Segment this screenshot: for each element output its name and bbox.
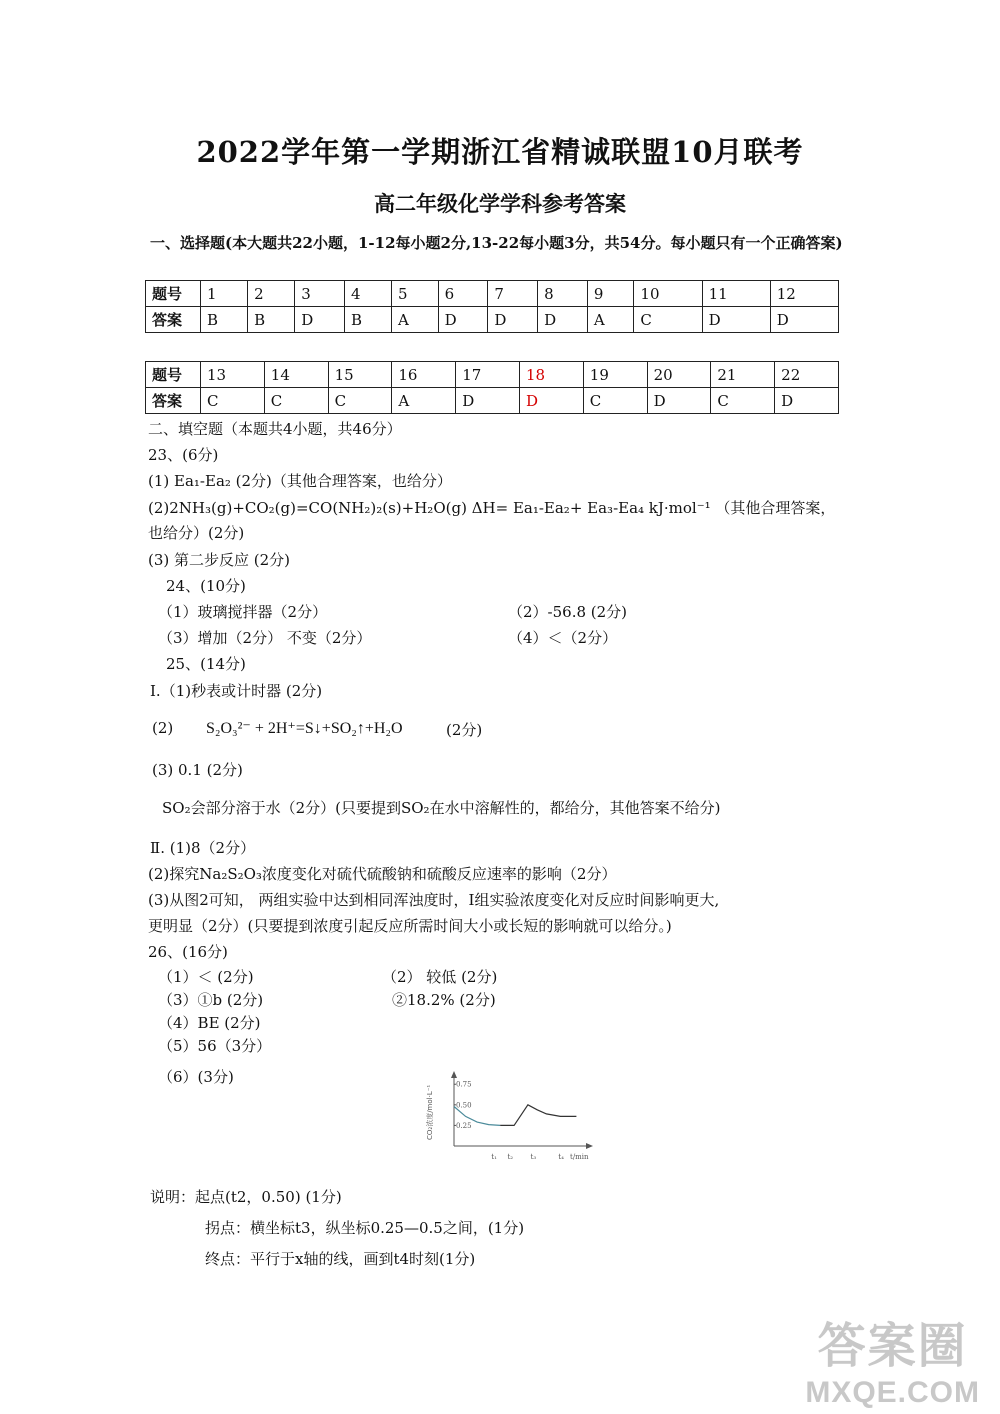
q23-label: 23、(6分) xyxy=(148,446,219,464)
series-line-answer-curve xyxy=(500,1105,576,1126)
q25-part1-line4: SO₂会部分溶于水（2分）(只要提到SO₂在水中溶解性的，都给分，其他答案不给分) xyxy=(162,799,721,817)
q26-answer1: （1）＜ (2分) xyxy=(158,968,254,986)
table-cell: A xyxy=(392,307,439,333)
table-cell: C xyxy=(328,388,392,414)
q24-answer4: （4）＜（2分） xyxy=(508,629,618,647)
watermark-text: 答案圈 xyxy=(817,1320,968,1373)
q26-answer4: （4）BE (2分) xyxy=(158,1014,261,1032)
y-tick-label: 0.25 xyxy=(456,1121,472,1130)
q23-line2: (2)2NH₃(g)+CO₂(g)=CO(NH₂)₂(s)+H₂O(g) ΔH= Ea₁-Ea₂+ Ea₃-Ea₄ kJ·mol⁻¹ （其他合理答案， xyxy=(148,499,836,517)
table-cell: B xyxy=(201,307,248,333)
q25-part2-line1: Ⅱ. (1)8（2分） xyxy=(150,839,256,857)
co2-concentration-chart xyxy=(418,1068,598,1166)
q25-part2-line2: (2)探究Na₂S₂O₃浓度变化对硫代硫酸钠和硫酸反应速率的影响（2分） xyxy=(148,865,617,883)
table-cell: C xyxy=(583,388,647,414)
table-cell: D xyxy=(647,388,711,414)
q25-part1-line1: Ⅰ.（1)秒表或计时器 (2分) xyxy=(150,682,323,700)
x-axis-arrow xyxy=(586,1143,593,1149)
table-cell: 12 xyxy=(770,281,838,307)
q23-line1: (1) Ea₁-Ea₂ (2分)（其他合理答案，也给分） xyxy=(148,472,452,490)
q26-answer5: （5）56（3分） xyxy=(158,1037,272,1055)
table-cell: D xyxy=(488,307,538,333)
q26-answer2: （2） 较低 (2分) xyxy=(382,968,498,986)
table-cell: 14 xyxy=(264,362,328,388)
table-cell: 11 xyxy=(702,281,770,307)
table-cell: D xyxy=(438,307,488,333)
y-tick-label: 0.50 xyxy=(456,1101,472,1110)
y-tick-label: 0.75 xyxy=(456,1080,472,1089)
q24-answer2: （2）-56.8 (2分) xyxy=(508,603,628,621)
table-cell: 20 xyxy=(647,362,711,388)
row-label-question: 题号 xyxy=(146,362,201,388)
table-row xyxy=(146,362,839,388)
table-cell: 13 xyxy=(201,362,265,388)
watermark-logo xyxy=(805,1307,980,1410)
watermark-url: MXQE.COM xyxy=(805,1376,980,1409)
table-cell: A xyxy=(587,307,634,333)
table-cell: D xyxy=(295,307,345,333)
table-cell: 9 xyxy=(587,281,634,307)
q24-answer1: （1）玻璃搅拌器（2分） xyxy=(158,603,328,621)
answer-table-2 xyxy=(145,361,839,414)
x-tick-label: t₂ xyxy=(507,1153,514,1161)
table-cell: C xyxy=(711,388,775,414)
table-cell: C xyxy=(264,388,328,414)
table-row xyxy=(146,307,839,333)
table-cell: B xyxy=(344,307,391,333)
table-cell-highlight: 18 xyxy=(519,362,583,388)
table-cell: 5 xyxy=(392,281,439,307)
table-cell: B xyxy=(248,307,295,333)
table-cell: 1 xyxy=(201,281,248,307)
table-cell: 6 xyxy=(438,281,488,307)
x-axis-label: t/min xyxy=(570,1153,589,1161)
q26-answer3: （3）①b (2分) xyxy=(158,991,264,1009)
x-tick-label: t₄ xyxy=(558,1153,564,1161)
table-cell: 17 xyxy=(456,362,520,388)
table-cell: 7 xyxy=(488,281,538,307)
q25-part2-line3b: 更明显（2分）(只要提到浓度引起反应所需时间大小或长短的影响就可以给分。) xyxy=(148,917,672,935)
table-cell: C xyxy=(201,388,265,414)
q26-answer3b: ②18.2% (2分) xyxy=(392,991,496,1009)
table-cell: 2 xyxy=(248,281,295,307)
q25-part1-line2-label: (2) xyxy=(152,719,174,737)
section1-heading: 一、选择题(本大题共22小题，1-12每小题2分,13-22每小题3分，共54分。每小题只有一个正确答案) xyxy=(150,234,843,252)
table-cell: 21 xyxy=(711,362,775,388)
row-label-question: 题号 xyxy=(146,281,201,307)
q25-part1-line3: (3) 0.1 (2分) xyxy=(152,761,243,779)
y-axis-arrow xyxy=(451,1071,457,1078)
table-cell: A xyxy=(392,388,456,414)
table-cell: D xyxy=(775,388,839,414)
table-cell: D xyxy=(770,307,838,333)
q25-label: 25、(14分) xyxy=(166,655,246,673)
q24-label: 24、(10分) xyxy=(166,577,246,595)
q24-answer3: （3）增加（2分） 不变（2分） xyxy=(158,629,372,647)
page-title: 2022学年第一学期浙江省精诚联盟10月联考 xyxy=(196,135,804,169)
x-tick-label: t₃ xyxy=(530,1153,537,1161)
table-cell: 10 xyxy=(634,281,702,307)
table-cell: D xyxy=(538,307,588,333)
q25-part1-line2-score: (2分) xyxy=(446,721,483,739)
table-cell: 22 xyxy=(775,362,839,388)
y-axis-label: CO₂浓度/mol·L⁻¹ xyxy=(426,1084,434,1140)
q25-part2-line3a: (3)从图2可知， 两组实验中达到相同浑浊度时，Ⅰ组实验浓度变化对反应时间影响更大, xyxy=(148,891,720,909)
table-cell: C xyxy=(634,307,702,333)
page-subtitle: 高二年级化学学科参考答案 xyxy=(374,191,626,216)
x-tick-label: t₁ xyxy=(491,1153,497,1161)
table-cell: 16 xyxy=(392,362,456,388)
row-label-answer: 答案 xyxy=(146,307,201,333)
table-cell: 15 xyxy=(328,362,392,388)
table-cell: D xyxy=(456,388,520,414)
q26-answer6: （6）(3分) xyxy=(158,1068,234,1086)
section2-heading: 二、填空题（本题共4小题，共46分） xyxy=(148,420,402,438)
q26-label: 26、(16分) xyxy=(148,943,228,961)
table-cell-highlight: D xyxy=(519,388,583,414)
answer-table-1 xyxy=(145,280,839,333)
note-start-point: 说明：起点(t2，0.50) (1分) xyxy=(150,1188,342,1206)
table-cell: 19 xyxy=(583,362,647,388)
table-cell: D xyxy=(702,307,770,333)
note-end-point: 终点：平行于x轴的线，画到t4时刻(1分) xyxy=(205,1250,476,1268)
table-cell: 3 xyxy=(295,281,345,307)
ionic-equation: S₂O₃²⁻ + 2H⁺=S↓+SO₂↑+H₂O xyxy=(206,720,403,737)
row-label-answer: 答案 xyxy=(146,388,201,414)
q23-line3: (3) 第二步反应 (2分) xyxy=(148,551,291,569)
table-row xyxy=(146,388,839,414)
note-turning-point: 拐点：横坐标t3，纵坐标0.25—0.5之间，(1分) xyxy=(205,1219,525,1237)
table-row xyxy=(146,281,839,307)
table-cell: 8 xyxy=(538,281,588,307)
table-cell: 4 xyxy=(344,281,391,307)
q23-line2b: 也给分）(2分) xyxy=(148,524,245,542)
